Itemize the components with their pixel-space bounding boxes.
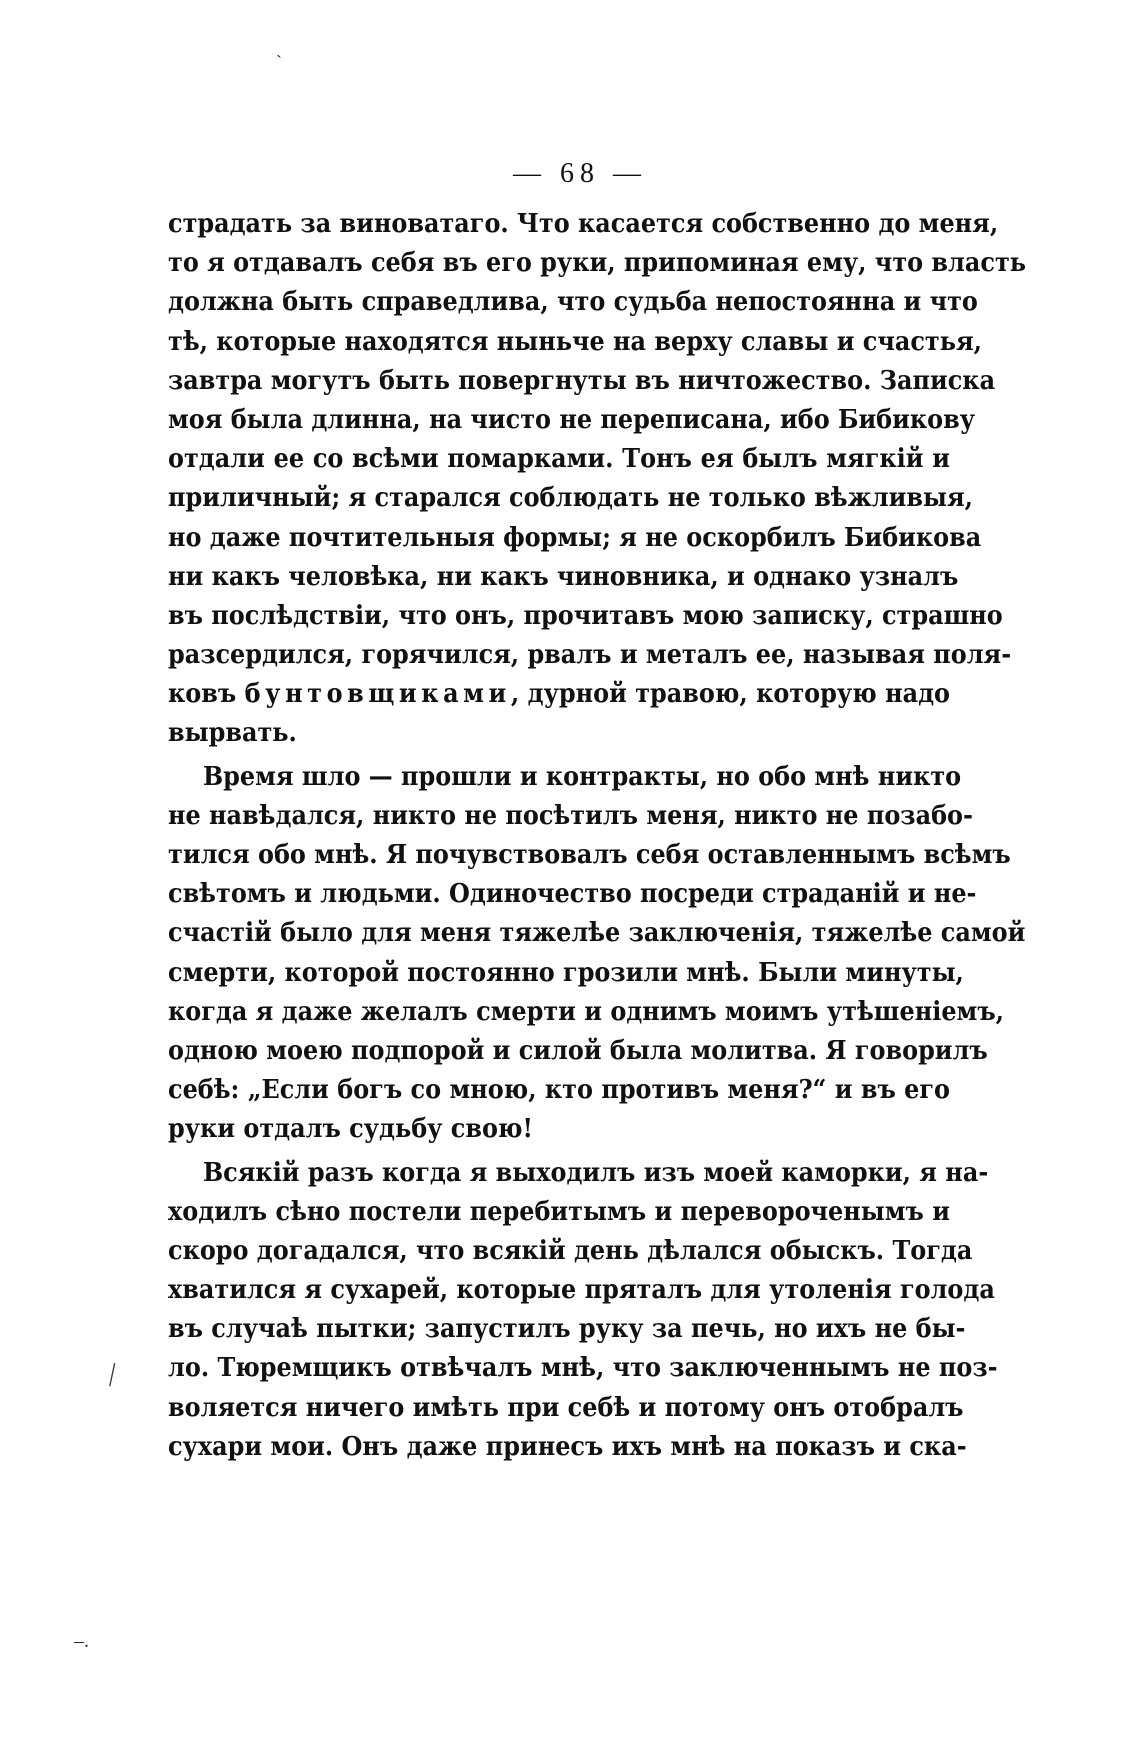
text-line: смерти, которой постоянно грозили мнѣ. Были минуты,	[168, 957, 964, 988]
text-line: хватился я сухарей, которые пряталъ для утоленія голода	[168, 1275, 995, 1306]
text-line: Всякій разъ когда я выходилъ изъ моей каморки, я на-	[202, 1157, 989, 1188]
text-line: вырвать.	[168, 718, 297, 749]
text-line: завтра могутъ быть повергнуты въ ничтожество. Записка	[168, 365, 996, 396]
text-line: но даже почтительныя формы; я не оскорбилъ Бибикова	[168, 522, 982, 553]
text-line: ходилъ сѣно постели перебитымъ и перевороченымъ и	[168, 1196, 950, 1227]
text-line: тился обо мнѣ. Я почувствовалъ себя оставленнымъ всѣмъ	[168, 840, 1011, 870]
scan-speck-top: ˋ	[276, 52, 282, 72]
text-line: то я отдавалъ себя въ его руки, припоминая ему, что власть	[168, 248, 1027, 279]
text-line: воляется ничего имѣть при себѣ и потому онъ отобралъ	[168, 1392, 964, 1423]
body-text	[168, 205, 1027, 1467]
text-line: отдали ее со всѣми помарками. Тонъ ея былъ мягкій и	[168, 444, 950, 475]
text-line: счастій было для меня тяжелѣе заключенія, тяжелѣе самой	[168, 918, 1026, 949]
text-line: въ случаѣ пытки; запустилъ руку за печь, но ихъ не бы-	[168, 1314, 966, 1345]
text-line: не навѣдался, никто не посѣтилъ меня, никто не позабо-	[168, 800, 973, 831]
scan-speck-bottom: –.	[74, 1630, 89, 1652]
paragraph-2	[168, 758, 1026, 1150]
text-line: скоро догадался, что всякій день дѣлался обыскъ. Тогда	[168, 1235, 973, 1266]
spaced-emphasis: бунтовщиками	[244, 679, 511, 710]
text-line: ло. Тюремщикъ отвѣчалъ мнѣ, что заключеннымъ не поз-	[168, 1353, 998, 1384]
text-fragment: ковъ	[168, 679, 245, 710]
page-number: — 68 —	[513, 158, 647, 189]
text-fragment: , дурной травою, которую надо	[510, 679, 950, 710]
text-line: должна быть справедлива, что судьба непостоянна и что	[168, 287, 978, 318]
text-line: ни какъ человѣка, ни какъ чиновника, и однако узналъ	[168, 561, 959, 592]
text-line: Время шло — прошли и контракты, но обо мнѣ никто	[202, 761, 962, 792]
text-line: свѣтомъ и людьми. Одиночество посреди страданій и не-	[168, 879, 977, 910]
scan-speck-left: |	[107, 1357, 119, 1388]
text-line: тѣ, которые находятся ныньче на верху славы и счастья,	[168, 326, 982, 357]
text-line: одною моею подпорой и силой была молитва. Я говорилъ	[168, 1035, 988, 1066]
paragraph-1	[168, 205, 1027, 754]
text-line: разсердился, горячился, рвалъ и металъ ее, называя поля-	[168, 640, 1012, 671]
text-line: себѣ: „Если богъ со мною, кто противъ меня?“ и въ его	[168, 1075, 950, 1106]
text-line: руки отдалъ судьбу свою!	[168, 1114, 533, 1145]
text-line-emphasis	[168, 675, 950, 714]
text-line: моя была длинна, на чисто не переписана, ибо Бибикову	[168, 404, 976, 435]
text-line: страдать за виноватаго. Что касается собственно до меня,	[168, 209, 999, 239]
text-line: приличный; я старался соблюдать не только вѣжливыя,	[168, 483, 973, 514]
paragraph-3	[168, 1154, 998, 1468]
text-line: сухари мои. Онъ даже принесъ ихъ мнѣ на показъ и ска-	[168, 1431, 967, 1462]
text-line: когда я даже желалъ смерти и однимъ моимъ утѣшеніемъ,	[168, 996, 1005, 1027]
text-line: въ послѣдствіи, что онъ, прочитавъ мою записку, страшно	[168, 600, 1003, 631]
